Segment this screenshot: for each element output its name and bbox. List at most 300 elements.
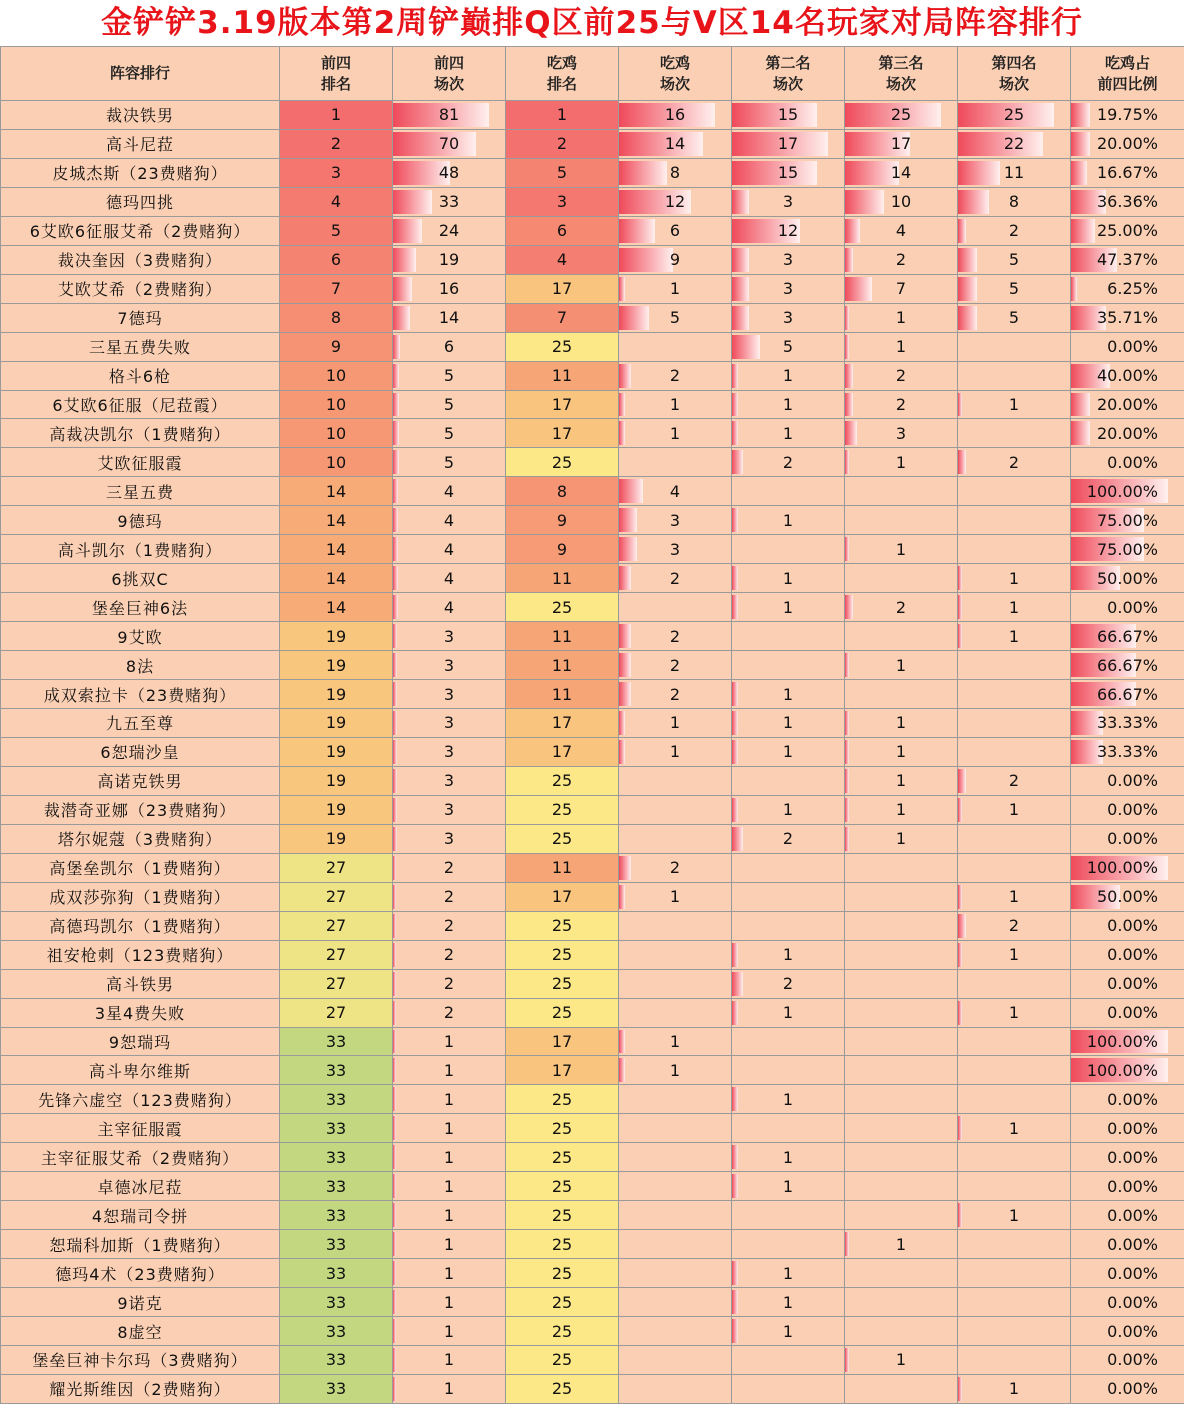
table-row [1, 1288, 1184, 1317]
data-bar [393, 972, 396, 996]
cell-value: 0.00% [1107, 1321, 1158, 1341]
data-bar [619, 421, 625, 445]
col-lineup-cell: 皮城杰斯（23费赌狗） [1, 158, 280, 187]
cell-value: 20.00% [1096, 395, 1158, 414]
col-top4-count-cell [393, 448, 506, 477]
cell-value: 16.67% [1096, 163, 1158, 183]
data-bar [393, 1174, 396, 1198]
col-third-count-cell [845, 1230, 958, 1259]
cell-value: 36.36% [1096, 192, 1158, 212]
data-bar [619, 161, 667, 185]
col-win-rank-cell: 25 [506, 1317, 619, 1346]
col-top4-rank-cell: 33 [280, 1085, 393, 1114]
col-second-count-cell [732, 303, 845, 332]
cell-value: 2 [443, 945, 455, 965]
header-line: 前四 [320, 53, 351, 72]
col-fourth-count-cell [958, 998, 1071, 1027]
cell-value: 4 [443, 481, 455, 501]
col-second-count-cell [732, 1374, 845, 1403]
cell-value: 1 [782, 742, 794, 762]
col-top4-rank-cell: 2 [280, 129, 393, 158]
col-win-rank-cell: 25 [506, 1230, 619, 1259]
col-win-rank-cell: 25 [506, 1114, 619, 1143]
col-lineup-cell: 8法 [1, 651, 280, 680]
col-top4-count-cell [393, 332, 506, 361]
col-top4-rank-cell: 19 [280, 651, 393, 680]
cell-value: 2 [1008, 221, 1020, 241]
col-win-ratio-cell [1071, 969, 1184, 998]
data-bar [619, 248, 673, 272]
col-second-count-cell [732, 680, 845, 709]
col-top4-rank-cell: 1 [280, 101, 393, 130]
table-row [1, 853, 1184, 882]
col-lineup-cell: 成双索拉卡（23费赌狗） [1, 680, 280, 709]
cell-value: 1 [443, 1263, 455, 1283]
data-bar [845, 248, 853, 272]
data-bar [732, 421, 738, 445]
col-win-ratio-cell [1071, 1374, 1184, 1403]
col-win-ratio-cell [1071, 1056, 1184, 1085]
col-third-count-cell [845, 1056, 958, 1085]
data-bar [619, 624, 631, 648]
cell-value: 1 [669, 423, 681, 443]
col-win-ratio-cell [1071, 158, 1184, 187]
cell-value: 81 [438, 105, 460, 125]
table-row [1, 419, 1184, 448]
col-third-count-cell [845, 390, 958, 419]
table-row [1, 245, 1184, 274]
col-win-ratio-cell [1071, 390, 1184, 419]
cell-value: 50.00% [1096, 568, 1158, 588]
col-win-count-cell [619, 390, 732, 419]
data-bar [393, 1319, 396, 1343]
col-win-rank-cell: 25 [506, 1143, 619, 1172]
cell-value: 4 [443, 568, 455, 588]
data-bar [619, 393, 625, 417]
col-win-count-cell [619, 129, 732, 158]
col-top4-count-cell [393, 795, 506, 824]
cell-value: 5 [669, 308, 681, 328]
cell-value: 1 [782, 510, 794, 530]
col-lineup-cell: 格斗6枪 [1, 361, 280, 390]
col-win-count-cell [619, 1143, 732, 1172]
col-win-rank-cell: 17 [506, 709, 619, 738]
col-third-count-cell [845, 158, 958, 187]
col-fourth-count-cell [958, 737, 1071, 766]
data-bar [1071, 277, 1077, 301]
col-win-ratio-cell [1071, 622, 1184, 651]
data-bar [958, 161, 1000, 185]
data-bar [958, 219, 966, 243]
cell-value: 3 [443, 771, 455, 791]
col-third-count-cell [845, 129, 958, 158]
col-win-count-cell [619, 332, 732, 361]
data-bar [393, 1058, 396, 1082]
cell-value: 66.67% [1096, 655, 1158, 675]
cell-value: 1 [443, 1292, 455, 1312]
cell-value: 0.00% [1107, 1089, 1158, 1109]
cell-value: 1 [782, 1147, 794, 1167]
data-bar [732, 364, 738, 388]
col-fourth-count-cell [958, 1288, 1071, 1317]
col-third-count-cell [845, 1259, 958, 1288]
data-bar [732, 943, 738, 967]
col-second-count-cell [732, 332, 845, 361]
col-win-rank-cell: 25 [506, 1172, 619, 1201]
col-win-rank-cell: 11 [506, 853, 619, 882]
col-win-ratio-cell [1071, 1259, 1184, 1288]
cell-value: 2 [782, 452, 794, 472]
table-row [1, 303, 1184, 332]
table-row [1, 1056, 1184, 1085]
col-win-count-cell [619, 969, 732, 998]
col-win-rank-cell: 25 [506, 1288, 619, 1317]
table-row [1, 1230, 1184, 1259]
col-fourth-count-cell [958, 1027, 1071, 1056]
col-lineup-cell: 先锋六虚空（123费赌狗） [1, 1085, 280, 1114]
col-win-rank-cell: 25 [506, 1345, 619, 1374]
data-bar [958, 1203, 962, 1227]
table-row [1, 1259, 1184, 1288]
col-second-count-cell [732, 824, 845, 853]
col-lineup-cell: 主宰征服霞 [1, 1114, 280, 1143]
col-win-rank-cell: 25 [506, 1085, 619, 1114]
col-win-rank-cell: 17 [506, 390, 619, 419]
col-second-count-cell [732, 1114, 845, 1143]
col-second-count-cell [732, 1201, 845, 1230]
cell-value: 20.00% [1096, 134, 1158, 154]
table-row [1, 448, 1184, 477]
cell-value: 1 [443, 1205, 455, 1225]
col-win-count-cell [619, 506, 732, 535]
cell-value: 48 [438, 163, 460, 183]
data-bar [958, 1377, 962, 1401]
data-bar [958, 248, 977, 272]
col-second-count-cell [732, 651, 845, 680]
col-top4-count-cell [393, 187, 506, 216]
col-top4-rank-cell: 33 [280, 1143, 393, 1172]
col-second-count-cell [732, 245, 845, 274]
col-second-count-cell [732, 1317, 845, 1346]
header-line: 场次 [885, 74, 916, 93]
col-win-count-cell [619, 361, 732, 390]
table-row [1, 969, 1184, 998]
cell-value: 50.00% [1096, 887, 1158, 907]
cell-value: 47.37% [1096, 250, 1158, 270]
col-win-ratio-cell [1071, 1201, 1184, 1230]
table-row [1, 477, 1184, 506]
col-lineup-cell: 6挑双C [1, 564, 280, 593]
cell-value: 1 [782, 800, 794, 820]
col-win-rank-cell: 25 [506, 593, 619, 622]
data-bar [732, 335, 760, 359]
data-bar [393, 219, 422, 243]
col-win-rank-cell: 17 [506, 274, 619, 303]
col-second-count-cell [732, 216, 845, 245]
col-win-rank-cell: 17 [506, 419, 619, 448]
data-bar [393, 1001, 396, 1025]
data-bar [393, 653, 397, 677]
cell-value: 5 [443, 366, 455, 386]
data-bar [393, 885, 396, 909]
col-win-ratio-cell [1071, 361, 1184, 390]
col-win-count-cell [619, 680, 732, 709]
data-bar [958, 1116, 962, 1140]
col-win-count-cell [619, 998, 732, 1027]
col-win-ratio-cell [1071, 998, 1184, 1027]
cell-value: 66.67% [1096, 684, 1158, 704]
col-fourth-count-cell [958, 651, 1071, 680]
cell-value: 14 [890, 163, 912, 183]
col-win-ratio-cell [1071, 1345, 1184, 1374]
col-top4-rank-cell: 6 [280, 245, 393, 274]
col-top4-rank-cell: 33 [280, 1056, 393, 1085]
data-bar [845, 769, 849, 793]
col-win-ratio-cell [1071, 1027, 1184, 1056]
cell-value: 1 [669, 279, 681, 299]
col-second-count-cell [732, 622, 845, 651]
col-second-count-cell [732, 1143, 845, 1172]
col-third-count-cell [845, 506, 958, 535]
cell-value: 1 [895, 1350, 907, 1370]
cell-value: 1 [1008, 395, 1020, 414]
col-second-count-cell [732, 129, 845, 158]
col-win-rank-cell: 25 [506, 911, 619, 940]
data-bar [1071, 161, 1087, 185]
data-bar [732, 827, 743, 851]
col-win-count-cell [619, 216, 732, 245]
cell-value: 1 [895, 742, 907, 762]
col-top4-count-cell [393, 1288, 506, 1317]
col-second-count-cell [732, 477, 845, 506]
col-lineup-cell: 9恕瑞玛 [1, 1027, 280, 1056]
col-win-ratio-cell [1071, 101, 1184, 130]
table-row [1, 535, 1184, 564]
cell-value: 2 [1008, 452, 1020, 472]
col-win-ratio-cell [1071, 795, 1184, 824]
col-win-rank-cell: 11 [506, 361, 619, 390]
cell-value: 3 [782, 308, 794, 328]
col-third-count-cell [845, 101, 958, 130]
col-win-rank-cell: 25 [506, 795, 619, 824]
cell-value: 1 [895, 655, 907, 675]
col-lineup-cell: 艾欧艾希（2费赌狗） [1, 274, 280, 303]
cell-value: 0.00% [1107, 1263, 1158, 1283]
col-fourth-count-cell [958, 448, 1071, 477]
data-bar [845, 277, 872, 301]
col-fourth-count-cell [958, 419, 1071, 448]
data-bar [845, 450, 849, 474]
cell-value: 75.00% [1096, 539, 1158, 559]
col-win-ratio-cell [1071, 448, 1184, 477]
col-second-count-cell [732, 709, 845, 738]
col-lineup-cell: 高堡垒凯尔（1费赌狗） [1, 853, 280, 882]
data-bar [1071, 132, 1090, 156]
col-fourth-count-cell [958, 1172, 1071, 1201]
col-top4-count-cell [393, 1201, 506, 1230]
col-win-rank-cell: 17 [506, 1027, 619, 1056]
data-bar [1071, 219, 1095, 243]
data-bar [393, 450, 399, 474]
col-top4-rank-cell: 27 [280, 853, 393, 882]
header-line: 吃鸡 [659, 53, 690, 72]
col-top4-count-header [393, 47, 506, 101]
col-win-ratio-cell [1071, 1317, 1184, 1346]
cell-value: 5 [1008, 250, 1020, 270]
data-bar [845, 740, 849, 764]
data-bar [393, 769, 397, 793]
cell-value: 1 [782, 568, 794, 588]
col-win-ratio-cell [1071, 1288, 1184, 1317]
col-third-count-cell [845, 940, 958, 969]
col-win-count-cell [619, 824, 732, 853]
col-fourth-count-cell [958, 390, 1071, 419]
cell-value: 2 [669, 626, 681, 646]
col-win-rank-cell: 25 [506, 998, 619, 1027]
col-second-count-cell [732, 390, 845, 419]
col-second-count-cell [732, 998, 845, 1027]
cell-value: 17 [890, 134, 912, 154]
cell-value: 1 [1008, 1118, 1020, 1138]
col-third-count-cell [845, 535, 958, 564]
col-fourth-count-cell [958, 969, 1071, 998]
cell-value: 2 [895, 366, 907, 386]
col-third-count-cell [845, 1317, 958, 1346]
data-bar [393, 682, 397, 706]
col-third-count-cell [845, 969, 958, 998]
col-top4-rank-cell: 27 [280, 911, 393, 940]
data-bar [393, 1348, 396, 1372]
col-top4-count-cell [393, 1259, 506, 1288]
col-top4-count-cell [393, 535, 506, 564]
cell-value: 3 [443, 655, 455, 675]
data-bar [393, 740, 397, 764]
col-fourth-count-cell [958, 766, 1071, 795]
col-fourth-count-cell [958, 1114, 1071, 1143]
table-row [1, 564, 1184, 593]
col-top4-rank-cell: 10 [280, 419, 393, 448]
table-row [1, 506, 1184, 535]
col-third-count-cell [845, 1172, 958, 1201]
col-top4-rank-header [280, 47, 393, 101]
col-third-count-cell [845, 998, 958, 1027]
data-bar [619, 219, 655, 243]
data-bar [845, 364, 853, 388]
cell-value: 40.00% [1096, 366, 1158, 386]
col-second-count-cell [732, 564, 845, 593]
cell-value: 0.00% [1107, 800, 1158, 820]
col-win-count-cell [619, 1288, 732, 1317]
col-second-count-cell [732, 1259, 845, 1288]
table-row [1, 1317, 1184, 1346]
data-bar [393, 943, 396, 967]
table-row [1, 1143, 1184, 1172]
cell-value: 1 [1008, 945, 1020, 965]
col-lineup-cell: 祖安枪刺（123费赌狗） [1, 940, 280, 969]
cell-value: 1 [443, 1379, 455, 1399]
col-win-rank-cell: 25 [506, 766, 619, 795]
cell-value: 1 [669, 1060, 681, 1080]
col-top4-count-cell [393, 766, 506, 795]
col-third-count-cell [845, 622, 958, 651]
col-top4-rank-cell: 14 [280, 477, 393, 506]
data-bar [393, 1116, 396, 1140]
col-second-count-cell [732, 766, 845, 795]
col-fourth-count-cell [958, 1085, 1071, 1114]
data-bar [732, 248, 749, 272]
cell-value: 7 [895, 279, 907, 299]
cell-value: 12 [777, 221, 799, 241]
cell-value: 3 [669, 510, 681, 530]
col-win-count-cell [619, 101, 732, 130]
col-fourth-count-cell [958, 622, 1071, 651]
cell-value: 16 [438, 279, 460, 299]
col-win-count-cell [619, 1201, 732, 1230]
data-bar [732, 450, 743, 474]
col-second-count-cell [732, 361, 845, 390]
col-win-ratio-cell [1071, 187, 1184, 216]
data-bar [619, 653, 631, 677]
cell-value: 5 [1008, 308, 1020, 328]
col-third-count-cell [845, 477, 958, 506]
table-row [1, 911, 1184, 940]
col-win-ratio-cell [1071, 709, 1184, 738]
cell-value: 1 [443, 1089, 455, 1109]
col-fourth-count-cell [958, 303, 1071, 332]
data-bar [619, 740, 625, 764]
col-top4-count-cell [393, 1172, 506, 1201]
col-top4-rank-cell: 27 [280, 940, 393, 969]
data-bar [845, 1348, 849, 1372]
data-bar [958, 1001, 962, 1025]
col-win-count-cell [619, 1114, 732, 1143]
cell-value: 1 [782, 423, 794, 443]
col-third-count-cell [845, 1085, 958, 1114]
col-fourth-count-cell [958, 1374, 1071, 1403]
col-top4-rank-cell: 5 [280, 216, 393, 245]
cell-value: 2 [782, 974, 794, 994]
data-bar [619, 537, 637, 561]
data-bar [393, 595, 398, 619]
col-top4-count-cell [393, 737, 506, 766]
cell-value: 1 [443, 1176, 455, 1196]
col-lineup-cell: 裁决奎因（3费赌狗） [1, 245, 280, 274]
col-third-count-cell [845, 737, 958, 766]
col-win-rank-cell: 25 [506, 1259, 619, 1288]
col-lineup-cell: 7德玛 [1, 303, 280, 332]
col-win-rank-cell: 25 [506, 969, 619, 998]
col-lineup-cell: 6艾欧6征服艾希（2费赌狗） [1, 216, 280, 245]
cell-value: 16 [664, 105, 686, 125]
col-win-count-cell [619, 709, 732, 738]
col-second-count-cell [732, 506, 845, 535]
header-line: 排名 [320, 74, 351, 93]
data-bar [732, 190, 749, 214]
cell-value: 1 [669, 1031, 681, 1051]
col-top4-count-cell [393, 129, 506, 158]
col-lineup-cell: 3星4费失败 [1, 998, 280, 1027]
col-win-count-cell [619, 766, 732, 795]
col-fourth-count-cell [958, 593, 1071, 622]
data-bar [393, 277, 412, 301]
col-top4-rank-cell: 19 [280, 622, 393, 651]
col-win-count-cell [619, 158, 732, 187]
col-win-rank-cell: 11 [506, 564, 619, 593]
col-win-ratio-cell [1071, 737, 1184, 766]
col-second-count-cell [732, 737, 845, 766]
data-bar [393, 1030, 396, 1054]
col-lineup-cell: 8虚空 [1, 1317, 280, 1346]
